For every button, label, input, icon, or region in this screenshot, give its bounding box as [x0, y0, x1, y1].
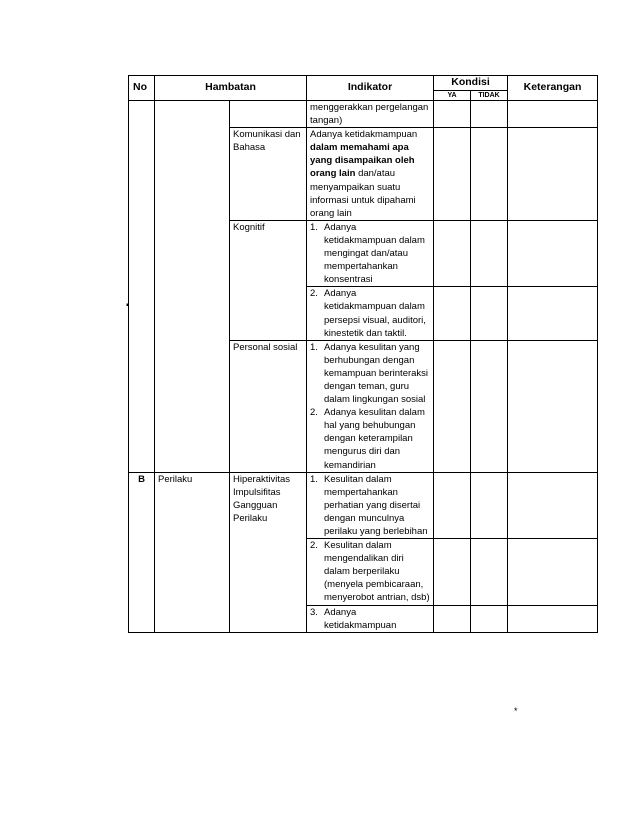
header-keterangan: Keterangan	[508, 76, 598, 101]
assessment-table	[128, 75, 598, 633]
table-row	[129, 101, 598, 128]
sub-hambatan-cell: Kognitif	[230, 220, 307, 340]
row-number: B	[129, 472, 155, 632]
hambatan-cell: Perilaku	[155, 472, 230, 632]
header-indikator: Indikator	[307, 76, 434, 101]
indicator-cell: 2. Kesulitan dalam mengendalikan diri dalam berperilaku (menyela pembicaraan, menyerobot antrian, dsb)	[307, 539, 434, 605]
sub-hambatan-cell: Komunikasi dan Bahasa	[230, 128, 307, 221]
stray-mark: ▪	[126, 300, 130, 311]
indicator-cell: 1. Kesulitan dalam mempertahankan perhatian yang disertai dengan munculnya perilaku yang berlebihan	[307, 472, 434, 538]
header-tidak: TIDAK	[471, 91, 508, 101]
indicator-cell: 3. Adanya ketidakmampuan	[307, 605, 434, 632]
indicator-cell: Adanya ketidakmampuan dalam memahami apa yang disampaikan oleh orang lain dan/atau menyampaikan suatu informasi untuk dipahami orang lain	[307, 128, 434, 221]
header-ya: YA	[434, 91, 471, 101]
header-hambatan: Hambatan	[155, 76, 307, 101]
table-row	[129, 472, 598, 538]
indicator-cell: menggerakkan pergelangan tangan)	[307, 101, 434, 128]
indicator-cell: 1. Adanya ketidakmampuan dalam mengingat dan/atau mempertahankan konsentrasi	[307, 220, 434, 286]
header-kondisi: Kondisi	[434, 76, 508, 91]
sub-hambatan-cell: Hiperaktivitas Impulsifitas Gangguan Perilaku	[230, 472, 307, 632]
sub-hambatan-cell: Personal sosial	[230, 340, 307, 472]
indicator-cell: 2. Adanya kesulitan dalam hal yang behubungan dengan keterampilan mengurus diri dan kemandirian	[307, 406, 434, 472]
header-no: No	[129, 76, 155, 101]
indicator-cell: 2. Adanya ketidakmampuan dalam persepsi visual, auditori, kinestetik dan taktil.	[307, 287, 434, 340]
asterisk-mark: *	[514, 706, 518, 716]
indicator-cell: 1. Adanya kesulitan yang berhubungan dengan kemampuan berinteraksi dengan teman, guru dalam lingkungan sosial	[307, 340, 434, 406]
